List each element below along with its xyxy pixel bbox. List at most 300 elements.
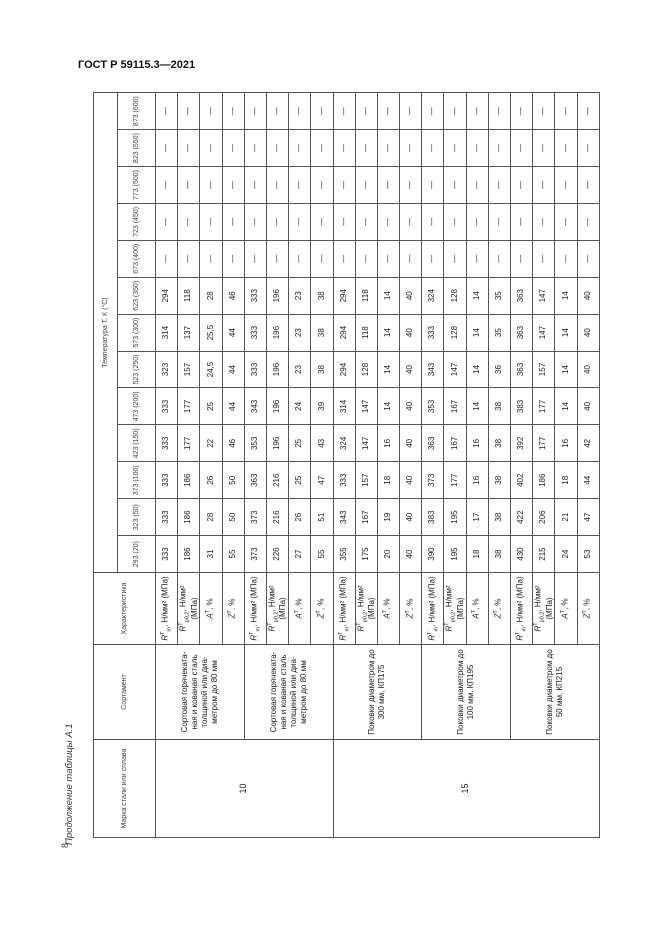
characteristic-unit: , % [493, 598, 503, 611]
temperature-header: 823 (550) [118, 130, 156, 167]
value-cell: 314 [333, 388, 355, 425]
value-cell: 38 [311, 314, 333, 351]
value-cell: — [577, 167, 599, 204]
characteristic-unit: , Н/мм² (МПа) [533, 585, 554, 620]
characteristic-symbol: R [161, 634, 171, 641]
value-cell: 363 [422, 425, 444, 462]
value-cell: — [444, 93, 466, 130]
value-cell: — [577, 203, 599, 240]
characteristic-symbol: A [560, 613, 570, 619]
value-cell: 333 [156, 462, 178, 499]
value-cell: — [311, 167, 333, 204]
value-cell: — [555, 167, 577, 204]
assortment-cell: Сортовая горячеката-ная и кованая сталь толщиной или диа-метром до 80 мм [244, 645, 333, 740]
value-cell: — [533, 203, 555, 240]
characteristic-subscript: m [166, 626, 173, 632]
temperature-header: 573 (300) [118, 314, 156, 351]
value-cell: 53 [577, 536, 599, 573]
value-cell: 363 [511, 277, 533, 314]
value-cell: 14 [555, 314, 577, 351]
characteristic-symbol: R [516, 634, 526, 641]
value-cell: 343 [333, 499, 355, 536]
characteristic-cell [200, 573, 222, 645]
characteristic-symbol: R [427, 634, 437, 641]
value-cell: — [511, 93, 533, 130]
value-cell: 167 [444, 388, 466, 425]
value-cell: — [178, 240, 200, 277]
value-cell: — [466, 93, 488, 130]
table-row [244, 93, 266, 838]
value-cell: 35 [488, 277, 510, 314]
value-cell: — [289, 167, 311, 204]
value-cell: 44 [222, 388, 244, 425]
value-cell: 23 [289, 277, 311, 314]
value-cell: 196 [266, 277, 288, 314]
characteristic-unit: , % [227, 598, 237, 611]
value-cell: 40 [400, 388, 422, 425]
characteristic-symbol: R [338, 634, 348, 641]
characteristic-cell [222, 573, 244, 645]
characteristic-cell [422, 573, 444, 645]
value-cell: 14 [466, 314, 488, 351]
value-cell: — [533, 240, 555, 277]
value-cell: 38 [311, 351, 333, 388]
characteristic-unit: , Н/мм² (МПа) [338, 576, 348, 627]
characteristic-subscript: m [521, 626, 528, 632]
characteristic-subscript: m [255, 626, 262, 632]
value-cell: — [266, 167, 288, 204]
value-cell: 18 [377, 462, 399, 499]
characteristic-unit: , % [471, 598, 481, 610]
value-cell: 26 [200, 462, 222, 499]
value-cell: 294 [156, 277, 178, 314]
characteristic-cell [511, 573, 533, 645]
page-number: 8 [60, 842, 70, 848]
value-cell: 40 [400, 536, 422, 573]
value-cell: 38 [488, 499, 510, 536]
value-cell: 44 [222, 351, 244, 388]
temperature-header: 373 (100) [118, 462, 156, 499]
value-cell: — [466, 203, 488, 240]
value-cell: 196 [266, 388, 288, 425]
value-cell: 215 [533, 536, 555, 573]
value-cell: — [555, 93, 577, 130]
value-cell: 177 [444, 462, 466, 499]
characteristic-cell [400, 573, 422, 645]
characteristic-subscript: p0,2 [361, 611, 368, 623]
temperature-superscript: T [315, 610, 322, 614]
value-cell: 38 [488, 462, 510, 499]
value-cell: — [289, 240, 311, 277]
value-cell: 50 [222, 499, 244, 536]
column-header-assortment: Сортамент [94, 645, 156, 740]
value-cell: 25,5 [200, 314, 222, 351]
value-cell: — [333, 93, 355, 130]
steel-grade-cell: 10 [156, 740, 334, 838]
characteristic-unit: , Н/мм² (МПа) [445, 585, 465, 620]
value-cell: 177 [178, 425, 200, 462]
value-cell: 14 [466, 277, 488, 314]
value-cell: 16 [466, 462, 488, 499]
value-cell: 46 [222, 425, 244, 462]
value-cell: — [488, 130, 510, 167]
value-cell: 47 [311, 462, 333, 499]
value-cell: — [466, 167, 488, 204]
value-cell: — [488, 167, 510, 204]
value-cell: — [311, 130, 333, 167]
value-cell: — [311, 93, 333, 130]
value-cell: — [444, 203, 466, 240]
temperature-superscript: T [559, 609, 566, 614]
value-cell: — [400, 130, 422, 167]
characteristic-symbol: R [267, 625, 277, 632]
value-cell: — [355, 130, 377, 167]
characteristic-cell [555, 573, 577, 645]
value-cell: — [377, 93, 399, 130]
value-cell: 43 [311, 425, 333, 462]
characteristic-symbol: R [356, 625, 366, 632]
value-cell: 14 [466, 388, 488, 425]
value-cell: 324 [422, 277, 444, 314]
value-cell: 333 [244, 351, 266, 388]
value-cell: 186 [178, 499, 200, 536]
value-cell: 147 [355, 388, 377, 425]
characteristic-symbol: Z [582, 613, 592, 619]
table-row [511, 93, 533, 838]
temperature-header: 623 (350) [118, 277, 156, 314]
value-cell: 195 [444, 499, 466, 536]
value-cell: 14 [555, 351, 577, 388]
characteristic-cell [488, 573, 510, 645]
value-cell: 28 [200, 277, 222, 314]
characteristic-cell [156, 573, 178, 645]
value-cell: 177 [533, 388, 555, 425]
value-cell: — [244, 93, 266, 130]
value-cell: 38 [488, 388, 510, 425]
value-cell: 50 [222, 462, 244, 499]
value-cell: — [333, 130, 355, 167]
value-cell: 128 [444, 314, 466, 351]
value-cell: — [200, 240, 222, 277]
value-cell: 137 [178, 314, 200, 351]
column-header-temperature: Температура T, К (°С) [94, 93, 118, 573]
characteristic-symbol: A [294, 613, 304, 619]
characteristic-symbol: A [382, 613, 392, 619]
value-cell: 26 [289, 499, 311, 536]
value-cell: — [377, 240, 399, 277]
value-cell: 16 [555, 425, 577, 462]
value-cell: — [200, 130, 222, 167]
value-cell: — [156, 240, 178, 277]
value-cell: 402 [511, 462, 533, 499]
value-cell: 40 [400, 277, 422, 314]
value-cell: — [222, 240, 244, 277]
temperature-header: 473 (200) [118, 388, 156, 425]
temperature-superscript: T [533, 622, 540, 626]
characteristic-cell [333, 573, 355, 645]
value-cell: — [444, 130, 466, 167]
value-cell: — [422, 240, 444, 277]
value-cell: — [156, 203, 178, 240]
value-cell: 18 [555, 462, 577, 499]
value-cell: — [400, 167, 422, 204]
characteristic-unit: , Н/мм² (МПа) [267, 585, 288, 620]
characteristic-cell [266, 573, 288, 645]
value-cell: — [289, 93, 311, 130]
characteristic-symbol: Z [493, 613, 503, 619]
value-cell: 38 [488, 425, 510, 462]
value-cell: 44 [222, 314, 244, 351]
characteristic-cell [533, 573, 555, 645]
characteristic-subscript: m [432, 626, 439, 632]
value-cell: 333 [333, 462, 355, 499]
value-cell: — [577, 240, 599, 277]
value-cell: 40 [400, 462, 422, 499]
value-cell: — [511, 167, 533, 204]
value-cell: 363 [244, 462, 266, 499]
characteristic-unit: , Н/мм² (МПа) [516, 576, 526, 627]
value-cell: 324 [333, 425, 355, 462]
value-cell: — [200, 167, 222, 204]
characteristic-unit: , Н/мм² (МПа) [427, 576, 437, 627]
value-cell: 383 [511, 388, 533, 425]
value-cell: 51 [311, 499, 333, 536]
characteristic-symbol: R [445, 625, 455, 632]
value-cell: 14 [466, 351, 488, 388]
assortment-cell: Сортовая горячеката-ная и кованая сталь толщиной или диа-метром до 80 мм [156, 645, 245, 740]
temperature-superscript: T [204, 609, 211, 614]
temperature-header: 673 (400) [118, 240, 156, 277]
value-cell: 373 [244, 499, 266, 536]
value-cell: — [444, 167, 466, 204]
value-cell: — [266, 240, 288, 277]
value-cell: — [511, 240, 533, 277]
value-cell: 44 [577, 462, 599, 499]
value-cell: — [266, 130, 288, 167]
temperature-superscript: T [515, 631, 522, 635]
value-cell: 128 [444, 277, 466, 314]
value-cell: — [178, 130, 200, 167]
value-cell: 22 [200, 425, 222, 462]
temperature-header: 323 (50) [118, 499, 156, 536]
value-cell: 24 [555, 536, 577, 573]
value-cell: 390 [422, 536, 444, 573]
value-cell: 24,5 [200, 351, 222, 388]
value-cell: 40 [577, 314, 599, 351]
temperature-superscript: T [471, 609, 478, 614]
value-cell: 36 [488, 351, 510, 388]
value-cell: — [355, 167, 377, 204]
value-cell: 195 [444, 536, 466, 573]
characteristic-unit: , % [405, 598, 415, 611]
value-cell: — [289, 203, 311, 240]
value-cell: 118 [178, 277, 200, 314]
document-header: ГОСТ Р 59115.3—2021 [78, 59, 196, 71]
value-cell: 47 [577, 499, 599, 536]
characteristic-symbol: R [533, 625, 543, 632]
temperature-superscript: T [404, 610, 411, 614]
characteristic-subscript: p0,2 [450, 611, 457, 623]
value-cell: — [333, 203, 355, 240]
steel-grade-cell: 15 [333, 740, 599, 838]
value-cell: — [266, 93, 288, 130]
value-cell: — [422, 130, 444, 167]
value-cell: 28 [200, 499, 222, 536]
temperature-superscript: T [337, 631, 344, 635]
column-header-grade: Марка стали или сплава [94, 740, 156, 838]
characteristic-cell [577, 573, 599, 645]
characteristic-unit: , Н/мм² (МПа) [161, 576, 171, 627]
value-cell: — [244, 203, 266, 240]
value-cell: 46 [222, 277, 244, 314]
characteristic-symbol: R [178, 625, 188, 632]
characteristic-unit: , % [316, 598, 326, 611]
characteristic-unit: , Н/мм² (МПа) [356, 585, 377, 620]
value-cell: 40 [577, 277, 599, 314]
value-cell: — [533, 167, 555, 204]
value-cell: 24 [289, 388, 311, 425]
value-cell: 14 [555, 388, 577, 425]
characteristic-unit: , % [560, 598, 570, 610]
value-cell: — [311, 240, 333, 277]
value-cell: 40 [577, 388, 599, 425]
value-cell: — [555, 203, 577, 240]
value-cell: 23 [289, 351, 311, 388]
value-cell: 157 [533, 351, 555, 388]
value-cell: 343 [422, 351, 444, 388]
value-cell: 40 [400, 314, 422, 351]
value-cell: 333 [156, 536, 178, 573]
value-cell: — [222, 93, 244, 130]
value-cell: 14 [377, 388, 399, 425]
value-cell: — [422, 93, 444, 130]
value-cell: — [555, 130, 577, 167]
temperature-superscript: T [355, 622, 362, 626]
value-cell: 21 [555, 499, 577, 536]
value-cell: — [244, 167, 266, 204]
temperature-superscript: T [293, 609, 300, 614]
temperature-superscript: T [266, 622, 273, 626]
value-cell: — [222, 130, 244, 167]
value-cell: 186 [178, 536, 200, 573]
value-cell: 118 [355, 277, 377, 314]
table-caption: Продолжение таблицы А.1 [64, 723, 75, 845]
temperature-header: 773 (500) [118, 167, 156, 204]
table-body [156, 93, 600, 838]
temperature-header: 723 (450) [118, 203, 156, 240]
value-cell: 355 [333, 536, 355, 573]
value-cell: 186 [533, 462, 555, 499]
value-cell: 35 [488, 314, 510, 351]
characteristic-unit: , % [294, 598, 304, 610]
value-cell: 14 [377, 277, 399, 314]
value-cell: — [466, 240, 488, 277]
value-cell: 363 [511, 351, 533, 388]
value-cell: 314 [156, 314, 178, 351]
value-cell: 18 [466, 536, 488, 573]
characteristic-symbol: A [471, 613, 481, 619]
value-cell: 16 [466, 425, 488, 462]
value-cell: 25 [200, 388, 222, 425]
value-cell: 333 [156, 425, 178, 462]
properties-table [93, 92, 600, 838]
value-cell: 38 [488, 536, 510, 573]
characteristic-subscript: m [344, 626, 351, 632]
value-cell: 16 [377, 425, 399, 462]
value-cell: — [422, 167, 444, 204]
value-cell: 157 [178, 351, 200, 388]
value-cell: 55 [222, 536, 244, 573]
value-cell: — [333, 240, 355, 277]
value-cell: — [355, 93, 377, 130]
value-cell: 167 [355, 499, 377, 536]
value-cell: — [178, 167, 200, 204]
value-cell: 294 [333, 277, 355, 314]
value-cell: 40 [400, 425, 422, 462]
value-cell: — [222, 167, 244, 204]
value-cell: — [400, 93, 422, 130]
value-cell: — [266, 203, 288, 240]
value-cell: 216 [266, 462, 288, 499]
value-cell: 40 [400, 499, 422, 536]
value-cell: — [466, 130, 488, 167]
characteristic-symbol: Z [227, 613, 237, 619]
table-row [422, 93, 444, 838]
value-cell: 25 [289, 425, 311, 462]
temperature-superscript: T [444, 622, 451, 626]
characteristic-symbol: R [249, 634, 259, 641]
value-cell: 226 [266, 536, 288, 573]
characteristic-unit: , Н/мм² (МПа) [178, 585, 199, 620]
value-cell: — [577, 93, 599, 130]
temperature-superscript: T [227, 610, 233, 614]
value-cell: 333 [244, 314, 266, 351]
value-cell: — [244, 130, 266, 167]
value-cell: 147 [444, 351, 466, 388]
characteristic-unit: , Н/мм² (МПа) [249, 576, 259, 627]
value-cell: 147 [355, 425, 377, 462]
temperature-superscript: T [178, 622, 185, 626]
characteristic-symbol: Z [316, 613, 326, 619]
temperature-header: 873 (600) [118, 93, 156, 130]
value-cell: 216 [266, 499, 288, 536]
value-cell: — [377, 167, 399, 204]
temperature-superscript: T [493, 610, 500, 614]
value-cell: — [488, 203, 510, 240]
value-cell: 177 [533, 425, 555, 462]
value-cell: 323 [156, 351, 178, 388]
characteristic-cell [244, 573, 266, 645]
table-row [333, 93, 355, 838]
value-cell: 147 [533, 277, 555, 314]
characteristic-cell [444, 573, 466, 645]
value-cell: 14 [377, 314, 399, 351]
value-cell: 333 [156, 499, 178, 536]
characteristic-symbol: A [205, 613, 215, 619]
value-cell: — [444, 240, 466, 277]
value-cell: — [311, 203, 333, 240]
value-cell: 383 [422, 499, 444, 536]
value-cell: — [511, 203, 533, 240]
value-cell: 157 [355, 462, 377, 499]
characteristic-cell [466, 573, 488, 645]
value-cell: — [511, 130, 533, 167]
value-cell: 177 [178, 388, 200, 425]
characteristic-cell [289, 573, 311, 645]
characteristic-cell [355, 573, 377, 645]
value-cell: — [400, 203, 422, 240]
value-cell: 353 [422, 388, 444, 425]
